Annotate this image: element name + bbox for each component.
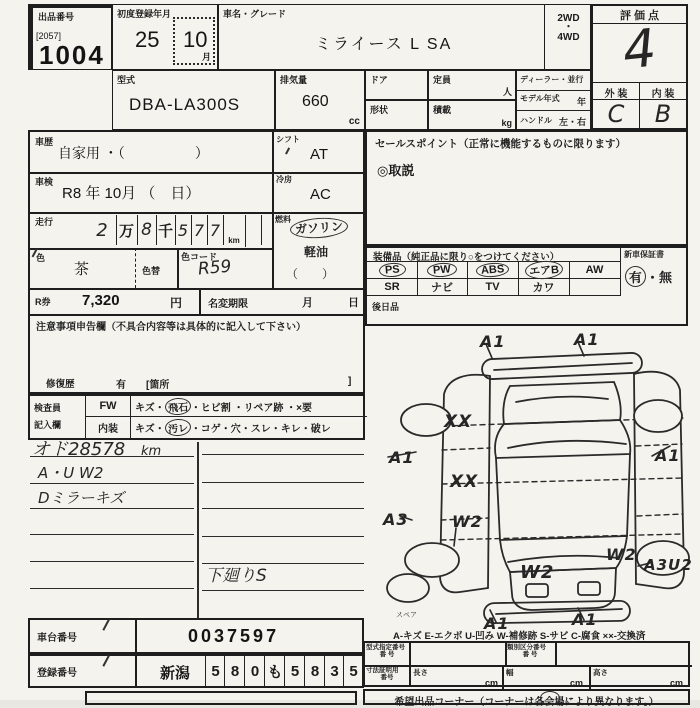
mileage-digit: 7	[207, 215, 224, 245]
sales-point-box	[365, 130, 688, 246]
damage-annotation: W2	[520, 562, 555, 583]
equip-tv: TV	[467, 279, 519, 295]
equip-pw: PW	[417, 262, 468, 278]
equipment-row2	[367, 279, 620, 296]
door-label: ドア	[370, 75, 388, 85]
equip-ps: PS	[367, 262, 418, 278]
exterior-grade: C	[593, 100, 640, 129]
rticket-value: 7,320	[82, 292, 120, 309]
damage-annotation: XX	[450, 472, 479, 492]
handle-label: ハンドル	[520, 116, 552, 125]
note-line	[202, 454, 364, 455]
displacement-label: 排気量	[280, 75, 308, 85]
divider	[409, 643, 411, 685]
front-bumper	[482, 353, 643, 380]
inspector-row1-part3: ・ヒビ割 ・リペア跡 ・×要	[190, 402, 313, 414]
registration-digit-grid	[205, 656, 362, 686]
reg-digit: 8	[304, 656, 325, 686]
equip-kawa: カワ	[518, 279, 570, 295]
equipment-row1	[367, 261, 620, 279]
month-suffix: 月	[201, 52, 211, 62]
damage-annotation: W2	[606, 545, 637, 564]
repair-close: ]	[348, 376, 352, 387]
note-line2: A・U W2	[38, 464, 104, 482]
width-unit: cm	[570, 678, 584, 688]
interior-grade: B	[654, 100, 672, 128]
equipment-box	[365, 246, 688, 326]
inspector-row1-part1: キズ・	[135, 402, 165, 414]
divider	[502, 665, 504, 689]
shift-value: AT	[310, 146, 329, 163]
handle-value: 左・右	[558, 117, 586, 127]
caution-label: 注意事項申告欄（不具合内容等は具体的に記入して下さい）	[36, 322, 306, 333]
shape-box	[365, 100, 428, 130]
notes-divider	[197, 442, 199, 618]
note-line4: 下廻りS	[205, 566, 267, 586]
reg-digit: も	[264, 656, 285, 686]
note-line	[202, 508, 364, 509]
fuel-gasoline-circled: ガソリン	[289, 216, 348, 240]
fuel-diesel: 軽油	[304, 245, 329, 259]
color-code-label: 色コード	[181, 252, 218, 262]
divider	[135, 620, 137, 652]
vehicle-damage-diagram	[386, 330, 690, 628]
inspector-row2-part1: キズ・	[135, 424, 165, 435]
damage-annotation: A1	[572, 610, 598, 629]
reg-digit: 0	[244, 656, 265, 686]
shift-label: シフト	[276, 135, 300, 144]
chassis-label: 車台番号	[37, 633, 77, 644]
inspector-row1-head: FW	[85, 396, 131, 417]
equip-aw: AW	[585, 264, 604, 276]
rticket-unit: 円	[170, 296, 183, 310]
note-odometer: オド28578 km	[32, 439, 162, 460]
color-value: 茶	[74, 261, 90, 278]
equip-empty	[569, 279, 620, 295]
divider	[135, 656, 137, 686]
mileage-digit: 5	[175, 215, 192, 245]
divider	[30, 172, 367, 174]
height-unit: cm	[670, 678, 684, 688]
note-line	[202, 536, 364, 537]
sales-point-item: ◎取説	[377, 163, 415, 178]
warranty-yes-circled: 有	[624, 265, 646, 287]
divider	[555, 643, 557, 665]
first-registration-year: 25	[135, 27, 160, 52]
inspection-label: 車検	[35, 177, 54, 187]
warranty-label: 新車保証書	[624, 250, 664, 259]
capacity-unit: 人	[502, 87, 512, 97]
inspector-label	[30, 396, 85, 438]
divider	[30, 314, 367, 316]
mileage-unit-man: 万	[116, 215, 138, 245]
mileage-km-cell: km	[223, 215, 246, 247]
score-label: 評 価 点	[593, 6, 686, 24]
drive-2wd: 2WD	[557, 13, 580, 24]
divider	[30, 248, 272, 250]
damage-annotation: A1	[480, 332, 506, 351]
spare-tire	[387, 574, 429, 602]
capacity-label: 定員	[433, 75, 452, 85]
reg-digit: 5	[284, 656, 305, 686]
car-name-box	[218, 4, 591, 70]
reg-digit: 5	[205, 656, 225, 686]
inspector-label-bottom: 記入欄	[34, 420, 62, 430]
car-body	[495, 382, 630, 610]
rename-month: 月	[302, 297, 313, 309]
warranty-cell	[620, 248, 687, 296]
fuel-paren: （ ）	[286, 267, 335, 281]
inspector-row1-circled: 飛石	[164, 397, 191, 416]
partial-bottom-left-box	[85, 691, 357, 705]
repair-label: 修復歴	[46, 379, 75, 390]
inspector-row2-circled: 汚レ	[164, 418, 191, 437]
corner-label: 希望出品コーナー（コーナーは各会場により異なります。）	[394, 697, 659, 708]
dealer-column	[516, 70, 591, 130]
mileage-label: 走行	[35, 217, 54, 227]
length-label: 長さ	[413, 668, 428, 677]
type-number-label: 型式指定番号 番 号	[366, 644, 405, 658]
mileage-unit-sen: 千	[156, 215, 176, 245]
registration-number-box	[28, 654, 364, 688]
model-code-label: 型式	[117, 75, 136, 85]
spare-label: スペア	[396, 612, 417, 619]
damage-annotation: A1	[389, 448, 415, 467]
car-name-value: ミライース L SA	[315, 36, 453, 53]
damage-annotation: A1	[655, 446, 681, 465]
model-code-value: DBA-LA300S	[129, 95, 241, 114]
handwritten-circle	[540, 691, 560, 705]
drive-4wd: 4WD	[557, 32, 580, 43]
model-year-label: モデル年式	[520, 94, 560, 103]
sales-point-label: セールスポイント（正常に機能するものに限ります）	[375, 138, 627, 150]
first-registration-box	[112, 4, 218, 70]
registration-prefix: 新潟	[160, 665, 191, 682]
note-line	[202, 590, 364, 591]
score-value: 4	[619, 18, 660, 82]
lot-number-box	[28, 4, 112, 70]
note-line	[30, 561, 194, 562]
reg-digit: 5	[343, 656, 363, 686]
damage-annotation: A3	[383, 510, 409, 529]
drive-dot: ・	[563, 22, 574, 33]
damage-annotation: A1	[484, 614, 510, 633]
registration-label: 登録番号	[37, 668, 77, 679]
rename-day: 日	[348, 297, 359, 309]
lot-label: 出品番号	[38, 12, 75, 22]
reg-digit: 8	[224, 656, 245, 686]
repair-yes: 有	[116, 380, 126, 391]
handle-cell	[517, 111, 590, 131]
note-odometer-unit: km	[141, 444, 162, 459]
inspector-grid	[28, 394, 365, 440]
mileage-digit: 2	[88, 215, 117, 245]
note-line3: Dミラーキズ	[38, 489, 125, 507]
mileage-digit: 7	[191, 215, 208, 245]
height-label: 高さ	[593, 668, 608, 677]
inspector-row2-part3: ・コゲ・穴・スレ・キレ・破レ	[190, 424, 331, 435]
note-line	[30, 534, 194, 535]
model-code-box	[112, 70, 275, 130]
grade-header-row	[593, 82, 686, 100]
dealer-label: ディーラー・並行	[517, 71, 590, 91]
equipment-label: 装備品（純正品に限り○をつけてください）	[373, 252, 560, 263]
exterior-label: 外 装	[593, 83, 640, 99]
certificate-table	[363, 641, 690, 687]
lot-number: 1004	[39, 40, 105, 70]
damage-annotation: XX	[444, 412, 473, 432]
lot-code: [2057]	[36, 31, 62, 41]
inspector-label-top: 検査員	[34, 403, 62, 413]
repair-open: [箇所	[146, 380, 170, 391]
equip-abs: ABS	[467, 262, 519, 278]
damage-annotation: A1	[574, 330, 600, 349]
later-items-label: 後日品	[372, 302, 400, 312]
damage-annotation: W2	[452, 512, 483, 531]
history-value: 自家用 ・（ ）	[58, 145, 209, 161]
load-box	[428, 100, 516, 130]
equip-airbag: エアB	[518, 262, 570, 278]
damage-legend: A-キズ E-エクボ U-凹み W-補修跡 S-サビ C-腐食 ××-交換済	[393, 631, 646, 642]
car-name-label: 車名・グレード	[223, 9, 287, 19]
divider	[199, 288, 201, 314]
model-year-unit: 年	[576, 97, 586, 107]
warranty-no: 無	[659, 270, 673, 285]
inspector-row1-text	[131, 396, 367, 417]
note-line	[30, 483, 194, 484]
displacement-unit: cc	[348, 116, 360, 127]
chassis-value: 0037597	[188, 626, 280, 646]
load-unit: kg	[501, 118, 512, 128]
damage-annotation: A3U2	[644, 556, 693, 574]
corner-row	[363, 689, 690, 708]
length-unit: cm	[485, 678, 499, 688]
capacity-box	[428, 70, 516, 100]
note-line	[30, 588, 194, 589]
door-box	[365, 70, 428, 100]
reg-digit: 3	[324, 656, 344, 686]
model-year-cell	[517, 91, 590, 111]
main-left-box	[28, 130, 365, 394]
note-line	[30, 508, 194, 509]
first-registration-month-box	[173, 17, 215, 65]
color-change-label: 色替	[142, 266, 161, 276]
history-label: 車歴	[35, 137, 54, 147]
fuel-label: 燃料	[275, 215, 291, 224]
equip-sr: SR	[367, 279, 418, 295]
interior-label: 内 装	[651, 89, 675, 100]
warranty-value: 有 ・無	[625, 266, 672, 287]
grade-value-row	[593, 100, 686, 129]
first-registration-label: 初度登録年月	[117, 9, 172, 19]
equip-navi: ナビ	[417, 279, 468, 295]
divider	[589, 665, 591, 689]
fuel-cell	[272, 212, 367, 288]
inspector-row2-head: 内装	[85, 417, 131, 438]
width-label: 幅	[506, 668, 514, 677]
color-code-value: R59	[197, 256, 233, 280]
rticket-label: R券	[35, 297, 51, 307]
drive-type-cell	[544, 5, 592, 71]
ac-label: 冷房	[276, 175, 292, 184]
class-number-label: 類別区分番号 番 号	[507, 644, 546, 658]
mileage-digit: 8	[137, 215, 157, 245]
ac-value: AC	[310, 186, 331, 203]
inspector-row2-text	[131, 417, 367, 438]
shape-label: 形状	[370, 105, 389, 115]
first-registration-month: 10	[183, 27, 208, 52]
inspection-value: R8 年 10月 （ 日）	[62, 185, 201, 202]
note-line	[202, 482, 364, 483]
mileage-grid	[88, 215, 263, 245]
chassis-number-box	[28, 618, 364, 654]
load-label: 積載	[433, 105, 452, 115]
divider	[177, 248, 179, 288]
rename-label: 名変期限	[208, 299, 248, 310]
displacement-box	[275, 70, 365, 130]
divider	[135, 248, 136, 288]
color-label: 色	[36, 253, 46, 263]
score-box	[591, 4, 688, 130]
mileage-empty-cell	[245, 215, 262, 245]
displacement-value: 660	[302, 93, 329, 110]
dimension-label: 寸法証明用 番号	[366, 667, 399, 681]
